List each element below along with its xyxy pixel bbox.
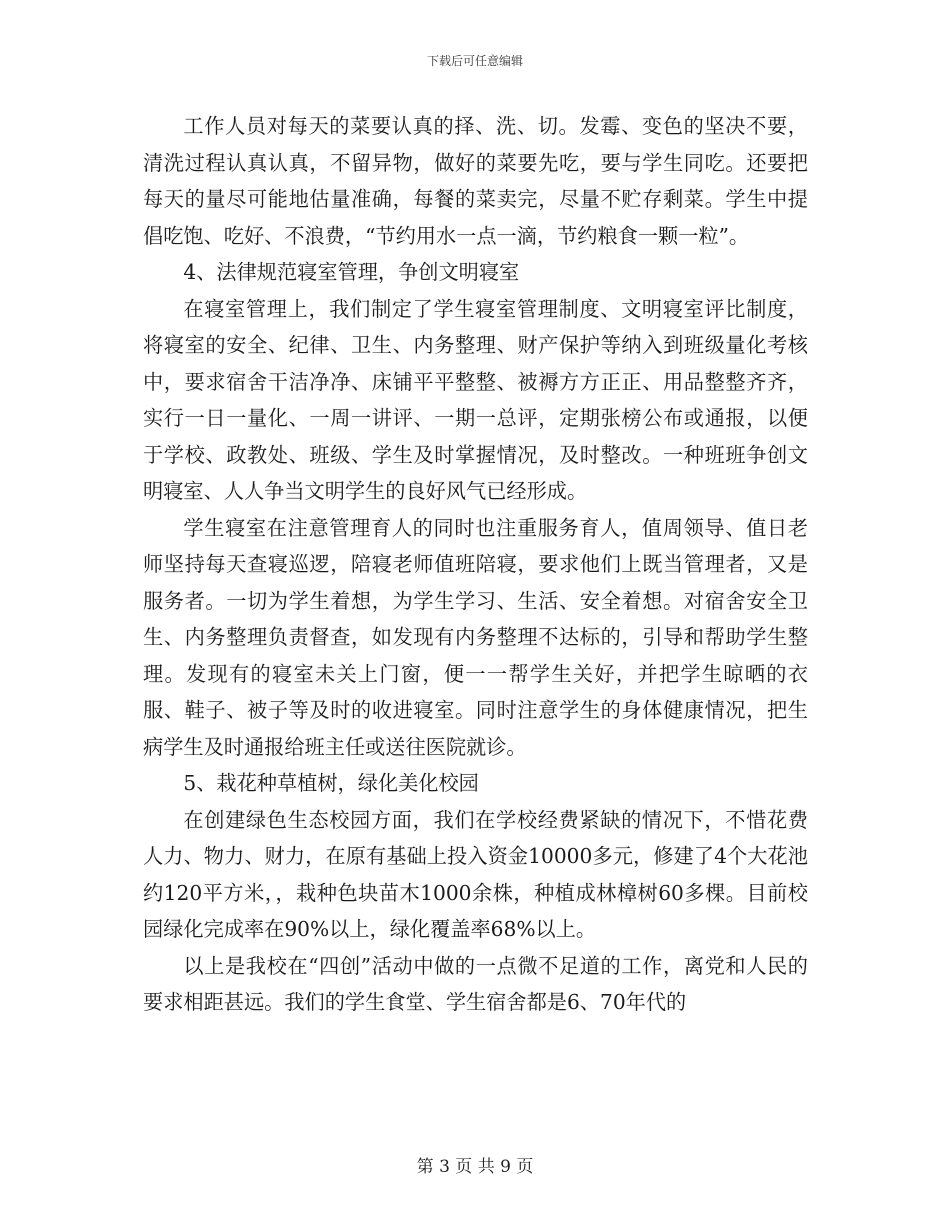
page-header-note: 下载后可任意编辑: [426, 54, 523, 68]
paragraph-dormitory-rules: 在寝室管理上，我们制定了学生寝室管理制度、文明寝室评比制度，将寝室的安全、纪律、卫生、内务整理、财产保护等纳入到班级量化考核中，要求宿舍干洁净净、床铺平平整整、被褥方方正正、用品整整齐齐，实行一日一量化、一周一讲评、一期一总评，定期张榜公布或通报，以便于学校、政教处、班级、学生及时掌握情况，及时整改。一种班班争创文明寝室、人人争当文明学生的良好风气已经形成。: [143, 296, 808, 503]
paragraph-conclusion: 以上是我校在“四创”活动中做的一点微不足道的工作，离党和人民的要求相距甚远。我们的学生食堂、学生宿舍都是6、70年代的: [143, 953, 808, 1014]
page-number-footer: 第 3 页 共 9 页: [416, 1157, 534, 1177]
paragraph-campus-greening: 在创建绿色生态校园方面，我们在学校经费紧缺的情况下，不惜花费人力、物力、财力，在原有基础上投入资金10000多元，修建了4个大花池约120平方米，，栽种色块苗木1000余株，种植成林樟树60多棵。目前校园绿化完成率在90%以上，绿化覆盖率68%以上。: [143, 807, 808, 941]
paragraph-canteen-food-handling: 工作人员对每天的菜要认真的择、洗、切。发霉、变色的坚决不要，清洗过程认真认真，不留异物，做好的菜要先吃，要与学生同吃。还要把每天的量尽可能地估量准确，每餐的菜卖完，尽量不贮存剩菜。学生中提倡吃饱、吃好、不浪费，“节约用水一点一滴，节约粮食一颗一粒”。: [143, 114, 808, 248]
document-body: [143, 108, 808, 1021]
section-heading-campus-greening: 5、栽花种草植树，绿化美化校园: [183, 771, 479, 795]
paragraph-dormitory-service: 学生寝室在注意管理育人的同时也注重服务育人，值周领导、值日老师坚持每天查寝巡逻，陪寝老师值班陪寝，要求他们上既当管理者，又是服务者。一切为学生着想，为学生学习、生活、安全着想。对宿舍安全卫生、内务整理负责督查，如发现有内务整理不达标的，引导和帮助学生整理。发现有的寝室未关上门窗，便一一帮学生关好，并把学生晾晒的衣服、鞋子、被子等及时的收进寝室。同时注意学生的身体健康情况，把生病学生及时通报给班主任或送往医院就诊。: [143, 515, 808, 759]
section-heading-dormitory-management: 4、法律规范寝室管理，争创文明寝室: [183, 260, 520, 284]
